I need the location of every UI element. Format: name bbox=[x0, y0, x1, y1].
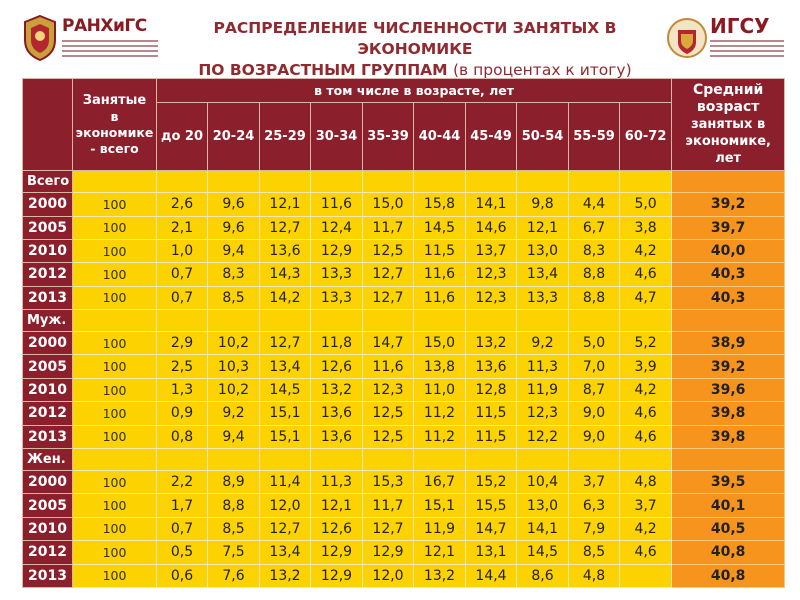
blank-cell bbox=[569, 309, 620, 331]
table-row bbox=[23, 378, 785, 401]
total-cell: 100 bbox=[73, 402, 157, 425]
igsu-emblem-icon bbox=[666, 14, 708, 62]
age-share-cell: 12,3 bbox=[363, 378, 414, 401]
age-share-cell: 12,1 bbox=[260, 193, 311, 216]
age-share-cell: 9,8 bbox=[517, 193, 569, 216]
age-share-cell: 8,5 bbox=[208, 517, 260, 540]
age-share-cell: 8,8 bbox=[208, 494, 260, 517]
age-share-cell: 4,6 bbox=[620, 263, 672, 286]
col-header-age: 20-24 bbox=[208, 103, 260, 171]
age-share-cell: 12,7 bbox=[363, 517, 414, 540]
table-row bbox=[23, 332, 785, 355]
total-cell: 100 bbox=[73, 494, 157, 517]
year-cell: 2005 bbox=[23, 355, 73, 378]
age-share-cell: 10,2 bbox=[208, 332, 260, 355]
col-header-age-caption: в том числе в возрасте, лет bbox=[157, 79, 672, 103]
blank-cell bbox=[569, 171, 620, 193]
blank-cell bbox=[73, 171, 157, 193]
year-cell: 2005 bbox=[23, 494, 73, 517]
age-share-cell: 5,2 bbox=[620, 332, 672, 355]
age-share-cell: 13,2 bbox=[466, 332, 517, 355]
title-unit-note: (в процентах к итогу) bbox=[453, 61, 632, 79]
age-share-cell: 3,7 bbox=[569, 471, 620, 494]
age-share-cell: 14,2 bbox=[260, 286, 311, 309]
age-share-cell: 4,7 bbox=[620, 286, 672, 309]
col-header-age: 25-29 bbox=[260, 103, 311, 171]
year-cell: 2000 bbox=[23, 193, 73, 216]
total-cell: 100 bbox=[73, 263, 157, 286]
col-header-age: 55-59 bbox=[569, 103, 620, 171]
col-header-employed-bold: Занятые bbox=[82, 93, 147, 108]
group-label: Всего bbox=[23, 171, 73, 193]
col-header-age: 30-34 bbox=[311, 103, 363, 171]
group-row bbox=[23, 171, 785, 193]
age-share-cell: 4,2 bbox=[620, 239, 672, 262]
total-cell: 100 bbox=[73, 564, 157, 588]
age-share-cell: 10,3 bbox=[208, 355, 260, 378]
age-share-cell: 8,8 bbox=[569, 263, 620, 286]
blank-cell bbox=[620, 171, 672, 193]
age-share-cell: 12,6 bbox=[311, 517, 363, 540]
group-row bbox=[23, 309, 785, 331]
age-share-cell: 12,5 bbox=[363, 402, 414, 425]
total-cell: 100 bbox=[73, 332, 157, 355]
year-cell: 2000 bbox=[23, 471, 73, 494]
table-row bbox=[23, 286, 785, 309]
col-header-employed-rest: в экономике - всего bbox=[75, 109, 154, 156]
age-share-cell: 4,8 bbox=[569, 564, 620, 588]
age-share-cell: 12,5 bbox=[363, 425, 414, 448]
age-share-cell: 0,7 bbox=[157, 263, 208, 286]
igsu-logo-subtitle-lines bbox=[710, 40, 784, 62]
age-share-cell: 9,2 bbox=[208, 402, 260, 425]
age-share-cell: 11,4 bbox=[260, 471, 311, 494]
age-share-cell: 2,9 bbox=[157, 332, 208, 355]
blank-cell bbox=[517, 309, 569, 331]
group-label: Жен. bbox=[23, 448, 73, 470]
age-share-cell: 13,4 bbox=[260, 541, 311, 564]
age-share-cell: 2,5 bbox=[157, 355, 208, 378]
table-row bbox=[23, 471, 785, 494]
age-share-cell: 4,2 bbox=[620, 517, 672, 540]
age-share-cell: 0,5 bbox=[157, 541, 208, 564]
age-share-cell: 11,3 bbox=[517, 355, 569, 378]
age-share-cell: 11,6 bbox=[414, 263, 466, 286]
age-share-cell: 3,8 bbox=[620, 216, 672, 239]
age-share-cell: 14,3 bbox=[260, 263, 311, 286]
year-cell: 2013 bbox=[23, 425, 73, 448]
age-share-cell: 4,4 bbox=[569, 193, 620, 216]
average-age-cell: 40,1 bbox=[672, 494, 785, 517]
blank-cell bbox=[363, 448, 414, 470]
age-share-cell: 5,0 bbox=[620, 193, 672, 216]
year-cell: 2000 bbox=[23, 332, 73, 355]
col-header-employed bbox=[73, 79, 157, 171]
blank-cell bbox=[208, 171, 260, 193]
table-row bbox=[23, 541, 785, 564]
blank-average-cell bbox=[672, 448, 785, 470]
age-share-cell: 15,5 bbox=[466, 494, 517, 517]
year-cell: 2010 bbox=[23, 239, 73, 262]
total-cell: 100 bbox=[73, 471, 157, 494]
year-cell: 2013 bbox=[23, 564, 73, 588]
ranepa-emblem-icon bbox=[22, 14, 58, 62]
blank-cell bbox=[363, 309, 414, 331]
age-share-cell: 11,9 bbox=[517, 378, 569, 401]
age-share-cell: 7,0 bbox=[569, 355, 620, 378]
age-share-cell: 9,6 bbox=[208, 216, 260, 239]
age-share-cell: 5,0 bbox=[569, 332, 620, 355]
year-cell: 2012 bbox=[23, 541, 73, 564]
age-share-cell: 15,0 bbox=[414, 332, 466, 355]
title-line-2-bold: ПО ВОЗРАСТНЫМ ГРУППАМ bbox=[198, 61, 448, 79]
age-share-cell: 0,9 bbox=[157, 402, 208, 425]
average-age-cell: 39,6 bbox=[672, 378, 785, 401]
average-age-cell: 39,5 bbox=[672, 471, 785, 494]
table-row bbox=[23, 425, 785, 448]
age-share-cell: 12,0 bbox=[363, 564, 414, 588]
average-age-cell: 40,8 bbox=[672, 541, 785, 564]
total-cell: 100 bbox=[73, 239, 157, 262]
age-share-cell: 12,7 bbox=[260, 517, 311, 540]
blank-cell bbox=[414, 448, 466, 470]
age-share-cell: 13,3 bbox=[311, 286, 363, 309]
average-age-cell: 39,8 bbox=[672, 425, 785, 448]
age-share-cell: 8,5 bbox=[208, 286, 260, 309]
age-share-cell: 7,5 bbox=[208, 541, 260, 564]
age-share-cell: 11,0 bbox=[414, 378, 466, 401]
age-share-cell: 15,2 bbox=[466, 471, 517, 494]
blank-cell bbox=[260, 448, 311, 470]
age-share-cell: 12,1 bbox=[414, 541, 466, 564]
total-cell: 100 bbox=[73, 216, 157, 239]
age-share-cell: 11,2 bbox=[414, 402, 466, 425]
col-header-average-age-rest: занятых в экономике, лет bbox=[685, 117, 771, 166]
blank-cell bbox=[620, 309, 672, 331]
average-age-cell: 38,9 bbox=[672, 332, 785, 355]
age-share-cell: 4,2 bbox=[620, 378, 672, 401]
table-row bbox=[23, 239, 785, 262]
age-share-cell: 13,6 bbox=[311, 425, 363, 448]
average-age-cell: 40,0 bbox=[672, 239, 785, 262]
age-share-cell: 12,1 bbox=[311, 494, 363, 517]
igsu-logo-text: ИГСУ bbox=[710, 14, 770, 38]
col-header-age: 50-54 bbox=[517, 103, 569, 171]
blank-cell bbox=[73, 448, 157, 470]
group-row bbox=[23, 448, 785, 470]
year-cell: 2012 bbox=[23, 402, 73, 425]
ranepa-logo-subtitle-lines bbox=[62, 40, 158, 62]
age-share-cell: 11,8 bbox=[311, 332, 363, 355]
age-share-cell: 10,2 bbox=[208, 378, 260, 401]
age-share-cell: 11,6 bbox=[363, 355, 414, 378]
ranepa-logo bbox=[22, 14, 162, 66]
age-share-cell: 12,3 bbox=[466, 286, 517, 309]
age-share-cell: 4,6 bbox=[620, 541, 672, 564]
age-share-cell: 12,0 bbox=[260, 494, 311, 517]
age-share-cell: 1,0 bbox=[157, 239, 208, 262]
age-share-cell: 13,7 bbox=[466, 239, 517, 262]
age-share-cell: 12,9 bbox=[311, 564, 363, 588]
total-cell: 100 bbox=[73, 541, 157, 564]
age-share-cell: 12,7 bbox=[260, 332, 311, 355]
age-share-cell: 8,3 bbox=[208, 263, 260, 286]
average-age-cell: 39,8 bbox=[672, 402, 785, 425]
age-share-cell: 15,1 bbox=[260, 402, 311, 425]
age-share-cell: 8,3 bbox=[569, 239, 620, 262]
age-share-cell: 3,7 bbox=[620, 494, 672, 517]
age-share-cell: 13,2 bbox=[260, 564, 311, 588]
age-share-cell: 13,6 bbox=[466, 355, 517, 378]
age-share-cell: 12,9 bbox=[363, 541, 414, 564]
age-share-cell: 13,1 bbox=[466, 541, 517, 564]
age-share-cell: 13,4 bbox=[517, 263, 569, 286]
col-header-average-age bbox=[672, 79, 785, 171]
age-share-cell: 9,6 bbox=[208, 193, 260, 216]
age-share-cell: 2,2 bbox=[157, 471, 208, 494]
blank-average-cell bbox=[672, 171, 785, 193]
age-share-cell: 12,8 bbox=[466, 378, 517, 401]
age-share-cell: 12,2 bbox=[517, 425, 569, 448]
year-cell: 2013 bbox=[23, 286, 73, 309]
blank-cell bbox=[466, 309, 517, 331]
age-share-cell: 15,0 bbox=[363, 193, 414, 216]
age-share-cell: 8,9 bbox=[208, 471, 260, 494]
age-share-cell: 11,5 bbox=[466, 402, 517, 425]
average-age-cell: 40,8 bbox=[672, 564, 785, 588]
age-share-cell: 15,1 bbox=[414, 494, 466, 517]
total-cell: 100 bbox=[73, 355, 157, 378]
blank-cell bbox=[620, 448, 672, 470]
age-share-cell: 9,0 bbox=[569, 425, 620, 448]
col-header-average-age-bold: Средний возраст bbox=[692, 82, 764, 115]
ranepa-logo-text: РАНХиГС bbox=[62, 16, 147, 36]
table-row bbox=[23, 517, 785, 540]
total-cell: 100 bbox=[73, 378, 157, 401]
col-header-age: 40-44 bbox=[414, 103, 466, 171]
age-share-cell: 14,5 bbox=[517, 541, 569, 564]
average-age-cell: 39,7 bbox=[672, 216, 785, 239]
age-share-cell: 11,6 bbox=[414, 286, 466, 309]
year-cell: 2010 bbox=[23, 517, 73, 540]
year-cell: 2005 bbox=[23, 216, 73, 239]
age-share-cell: 8,7 bbox=[569, 378, 620, 401]
average-age-cell: 39,2 bbox=[672, 193, 785, 216]
age-share-cell: 14,6 bbox=[466, 216, 517, 239]
blank-cell bbox=[414, 309, 466, 331]
year-cell: 2010 bbox=[23, 378, 73, 401]
blank-cell bbox=[466, 171, 517, 193]
blank-cell bbox=[517, 448, 569, 470]
age-share-cell: 8,8 bbox=[569, 286, 620, 309]
blank-cell bbox=[208, 448, 260, 470]
age-share-cell: 8,5 bbox=[569, 541, 620, 564]
table-row bbox=[23, 193, 785, 216]
age-share-cell: 1,3 bbox=[157, 378, 208, 401]
age-share-cell: 0,7 bbox=[157, 286, 208, 309]
table-row bbox=[23, 494, 785, 517]
average-age-cell: 40,3 bbox=[672, 286, 785, 309]
age-share-cell: 13,0 bbox=[517, 494, 569, 517]
age-share-cell: 13,4 bbox=[260, 355, 311, 378]
age-share-cell: 2,1 bbox=[157, 216, 208, 239]
age-share-cell: 11,3 bbox=[311, 471, 363, 494]
age-share-cell: 11,7 bbox=[363, 494, 414, 517]
age-share-cell: 6,7 bbox=[569, 216, 620, 239]
blank-cell bbox=[517, 171, 569, 193]
age-share-cell: 16,7 bbox=[414, 471, 466, 494]
age-share-cell: 9,0 bbox=[569, 402, 620, 425]
blank-cell bbox=[157, 309, 208, 331]
age-share-cell: 3,9 bbox=[620, 355, 672, 378]
blank-cell bbox=[414, 171, 466, 193]
col-header-age: 45-49 bbox=[466, 103, 517, 171]
age-share-cell: 12,1 bbox=[517, 216, 569, 239]
age-share-cell: 14,1 bbox=[517, 517, 569, 540]
title-line-1: РАСПРЕДЕЛЕНИЕ ЧИСЛЕННОСТИ ЗАНЯТЫХ В ЭКОНОМИКЕ bbox=[213, 19, 617, 58]
age-share-cell: 12,5 bbox=[363, 239, 414, 262]
age-share-cell: 0,6 bbox=[157, 564, 208, 588]
table-row bbox=[23, 564, 785, 588]
table-row bbox=[23, 263, 785, 286]
slide-title bbox=[170, 18, 660, 81]
blank-cell bbox=[260, 171, 311, 193]
age-share-cell: 6,3 bbox=[569, 494, 620, 517]
blank-cell bbox=[157, 171, 208, 193]
table-row bbox=[23, 402, 785, 425]
age-share-cell: 11,5 bbox=[414, 239, 466, 262]
age-share-cell: 12,7 bbox=[363, 286, 414, 309]
age-share-cell: 14,5 bbox=[414, 216, 466, 239]
age-share-cell: 12,3 bbox=[517, 402, 569, 425]
age-share-cell: 11,2 bbox=[414, 425, 466, 448]
group-label: Муж. bbox=[23, 309, 73, 331]
year-cell: 2012 bbox=[23, 263, 73, 286]
age-share-cell: 11,9 bbox=[414, 517, 466, 540]
blank-cell bbox=[311, 448, 363, 470]
col-header-age: 35-39 bbox=[363, 103, 414, 171]
age-share-cell: 2,6 bbox=[157, 193, 208, 216]
blank-cell bbox=[208, 309, 260, 331]
age-share-cell: 4,8 bbox=[620, 471, 672, 494]
age-share-cell: 11,7 bbox=[363, 216, 414, 239]
blank-cell bbox=[157, 448, 208, 470]
age-share-cell: 8,6 bbox=[517, 564, 569, 588]
col-header-age: до 20 bbox=[157, 103, 208, 171]
age-share-cell: 13,2 bbox=[414, 564, 466, 588]
blank-cell bbox=[311, 171, 363, 193]
age-share-cell: 12,4 bbox=[311, 216, 363, 239]
age-share-cell: 12,7 bbox=[260, 216, 311, 239]
age-share-cell: 12,9 bbox=[311, 239, 363, 262]
age-share-cell: 13,2 bbox=[311, 378, 363, 401]
col-header-age: 60-72 bbox=[620, 103, 672, 171]
age-share-cell: 15,3 bbox=[363, 471, 414, 494]
age-share-cell bbox=[620, 564, 672, 588]
age-share-cell: 13,3 bbox=[517, 286, 569, 309]
age-share-cell: 14,4 bbox=[466, 564, 517, 588]
total-cell: 100 bbox=[73, 517, 157, 540]
blank-average-cell bbox=[672, 309, 785, 331]
age-share-cell: 13,8 bbox=[414, 355, 466, 378]
age-share-cell: 15,8 bbox=[414, 193, 466, 216]
age-share-cell: 4,6 bbox=[620, 402, 672, 425]
age-share-cell: 9,2 bbox=[517, 332, 569, 355]
age-share-cell: 12,6 bbox=[311, 355, 363, 378]
age-share-cell: 9,4 bbox=[208, 425, 260, 448]
age-share-cell: 14,5 bbox=[260, 378, 311, 401]
age-share-cell: 12,3 bbox=[466, 263, 517, 286]
age-share-cell: 15,1 bbox=[260, 425, 311, 448]
age-share-cell: 9,4 bbox=[208, 239, 260, 262]
row-header-corner bbox=[23, 79, 73, 171]
age-share-cell: 4,6 bbox=[620, 425, 672, 448]
age-share-cell: 13,6 bbox=[311, 402, 363, 425]
blank-cell bbox=[260, 309, 311, 331]
age-share-cell: 7,9 bbox=[569, 517, 620, 540]
age-share-cell: 12,9 bbox=[311, 541, 363, 564]
total-cell: 100 bbox=[73, 286, 157, 309]
age-share-cell: 7,6 bbox=[208, 564, 260, 588]
blank-cell bbox=[363, 171, 414, 193]
table-row bbox=[23, 216, 785, 239]
blank-cell bbox=[569, 448, 620, 470]
age-share-cell: 11,5 bbox=[466, 425, 517, 448]
age-share-cell: 14,1 bbox=[466, 193, 517, 216]
age-share-cell: 0,8 bbox=[157, 425, 208, 448]
age-share-cell: 10,4 bbox=[517, 471, 569, 494]
total-cell: 100 bbox=[73, 425, 157, 448]
table-row bbox=[23, 355, 785, 378]
total-cell: 100 bbox=[73, 193, 157, 216]
age-share-cell: 13,0 bbox=[517, 239, 569, 262]
age-share-cell: 14,7 bbox=[363, 332, 414, 355]
blank-cell bbox=[311, 309, 363, 331]
age-share-cell: 12,7 bbox=[363, 263, 414, 286]
average-age-cell: 39,2 bbox=[672, 355, 785, 378]
employment-age-table bbox=[22, 78, 785, 588]
age-share-cell: 13,3 bbox=[311, 263, 363, 286]
age-share-cell: 11,6 bbox=[311, 193, 363, 216]
blank-cell bbox=[466, 448, 517, 470]
age-share-cell: 13,6 bbox=[260, 239, 311, 262]
igsu-logo bbox=[666, 14, 790, 66]
age-share-cell: 1,7 bbox=[157, 494, 208, 517]
age-share-cell: 14,7 bbox=[466, 517, 517, 540]
average-age-cell: 40,5 bbox=[672, 517, 785, 540]
blank-cell bbox=[73, 309, 157, 331]
average-age-cell: 40,3 bbox=[672, 263, 785, 286]
age-share-cell: 0,7 bbox=[157, 517, 208, 540]
